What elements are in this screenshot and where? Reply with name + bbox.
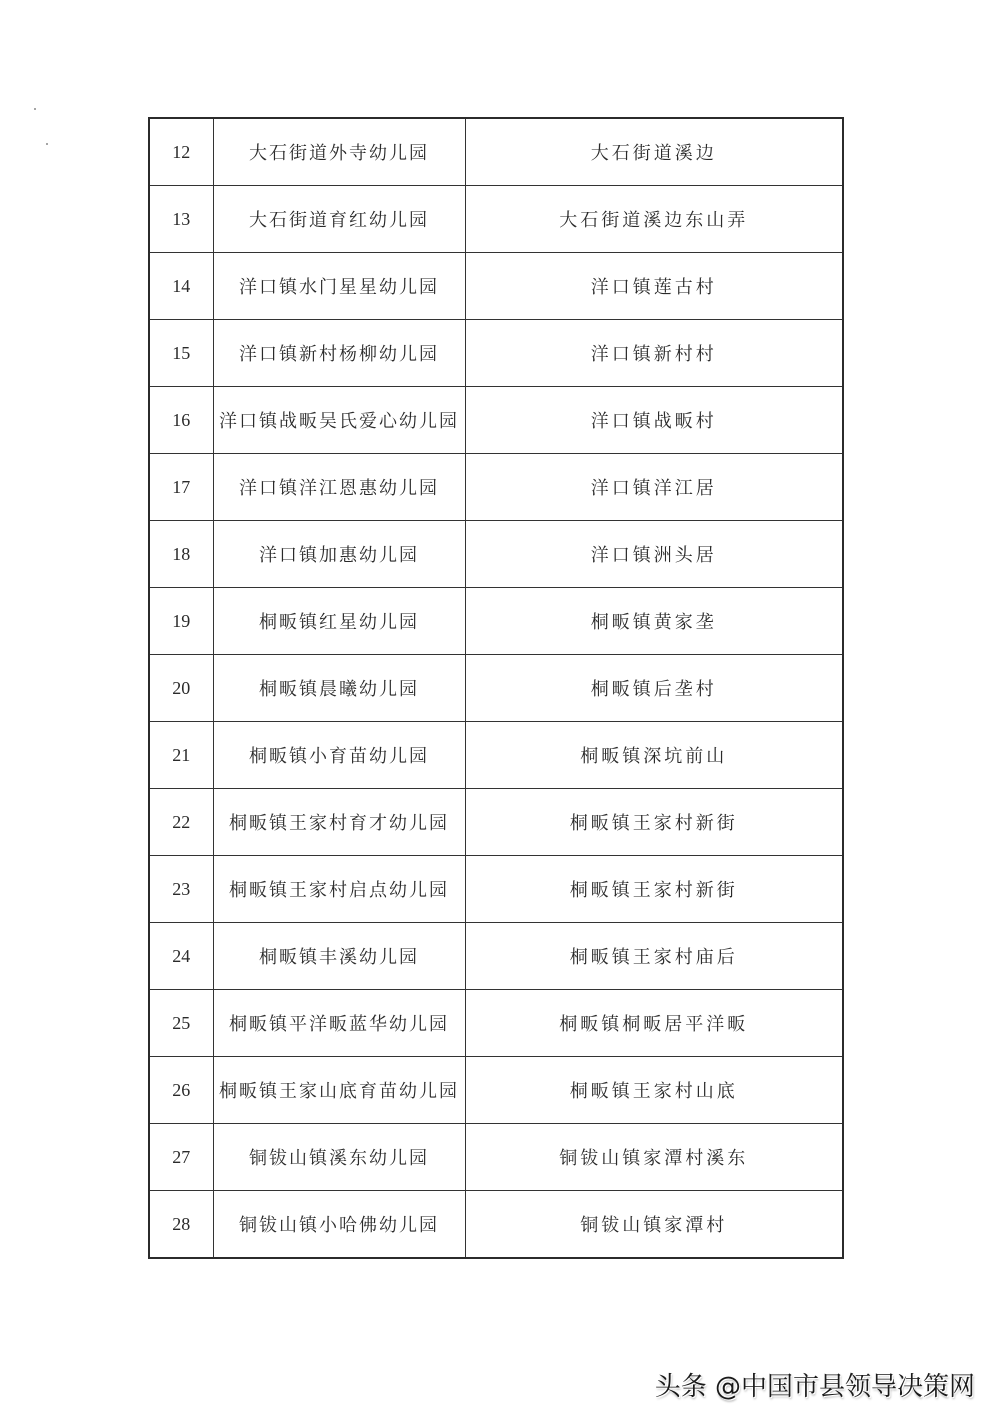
kindergarten-address: 洋口镇洋江居	[465, 454, 843, 521]
table-row	[149, 722, 843, 789]
kindergarten-name: 桐畈镇红星幼儿园	[213, 588, 465, 655]
table-body	[149, 118, 843, 1258]
kindergarten-name: 大石街道外寺幼儿园	[213, 118, 465, 186]
kindergarten-address: 桐畈镇王家村山底	[465, 1057, 843, 1124]
kindergarten-address: 桐畈镇深坑前山	[465, 722, 843, 789]
kindergarten-name: 桐畈镇王家山底育苗幼儿园	[213, 1057, 465, 1124]
kindergarten-table	[148, 117, 844, 1259]
kindergarten-name: 桐畈镇丰溪幼儿园	[213, 923, 465, 990]
table-row	[149, 588, 843, 655]
row-number: 20	[149, 655, 213, 722]
scan-speck	[34, 108, 36, 110]
row-number: 16	[149, 387, 213, 454]
kindergarten-address: 铜钹山镇家潭村溪东	[465, 1124, 843, 1191]
kindergarten-address: 大石街道溪边东山弄	[465, 186, 843, 253]
row-number: 23	[149, 856, 213, 923]
kindergarten-name: 桐畈镇王家村启点幼儿园	[213, 856, 465, 923]
kindergarten-name: 铜钹山镇溪东幼儿园	[213, 1124, 465, 1191]
row-number: 27	[149, 1124, 213, 1191]
table-row	[149, 454, 843, 521]
kindergarten-address: 大石街道溪边	[465, 118, 843, 186]
table-row	[149, 856, 843, 923]
table-row	[149, 1124, 843, 1191]
kindergarten-address: 洋口镇战畈村	[465, 387, 843, 454]
kindergarten-address: 铜钹山镇家潭村	[465, 1191, 843, 1259]
row-number: 24	[149, 923, 213, 990]
row-number: 26	[149, 1057, 213, 1124]
row-number: 17	[149, 454, 213, 521]
kindergarten-name: 桐畈镇晨曦幼儿园	[213, 655, 465, 722]
table-row	[149, 789, 843, 856]
kindergarten-name: 桐畈镇王家村育才幼儿园	[213, 789, 465, 856]
kindergarten-name: 洋口镇加惠幼儿园	[213, 521, 465, 588]
row-number: 12	[149, 118, 213, 186]
kindergarten-address: 洋口镇洲头居	[465, 521, 843, 588]
kindergarten-address: 桐畈镇后垄村	[465, 655, 843, 722]
kindergarten-address: 桐畈镇王家村新街	[465, 856, 843, 923]
kindergarten-address: 桐畈镇王家村庙后	[465, 923, 843, 990]
kindergarten-address: 洋口镇新村村	[465, 320, 843, 387]
kindergarten-name: 铜钹山镇小哈佛幼儿园	[213, 1191, 465, 1259]
kindergarten-name: 洋口镇战畈吴氏爱心幼儿园	[213, 387, 465, 454]
table-row	[149, 1057, 843, 1124]
kindergarten-name: 大石街道育红幼儿园	[213, 186, 465, 253]
row-number: 19	[149, 588, 213, 655]
table-row	[149, 655, 843, 722]
table-row	[149, 118, 843, 186]
kindergarten-address: 桐畈镇黄家垄	[465, 588, 843, 655]
kindergarten-address: 洋口镇莲古村	[465, 253, 843, 320]
table-row	[149, 253, 843, 320]
row-number: 25	[149, 990, 213, 1057]
row-number: 22	[149, 789, 213, 856]
kindergarten-name: 桐畈镇小育苗幼儿园	[213, 722, 465, 789]
table-row	[149, 923, 843, 990]
kindergarten-name: 洋口镇新村杨柳幼儿园	[213, 320, 465, 387]
row-number: 14	[149, 253, 213, 320]
kindergarten-name: 洋口镇洋江恩惠幼儿园	[213, 454, 465, 521]
row-number: 28	[149, 1191, 213, 1259]
kindergarten-address: 桐畈镇王家村新街	[465, 789, 843, 856]
table-row	[149, 387, 843, 454]
row-number: 13	[149, 186, 213, 253]
row-number: 15	[149, 320, 213, 387]
table-row	[149, 1191, 843, 1259]
kindergarten-name: 桐畈镇平洋畈蓝华幼儿园	[213, 990, 465, 1057]
table-row	[149, 186, 843, 253]
kindergarten-address: 桐畈镇桐畈居平洋畈	[465, 990, 843, 1057]
source-watermark: 头条 @中国市县领导决策网	[654, 1372, 975, 1402]
kindergarten-name: 洋口镇水门星星幼儿园	[213, 253, 465, 320]
row-number: 18	[149, 521, 213, 588]
scan-speck	[46, 143, 48, 145]
table-row	[149, 990, 843, 1057]
row-number: 21	[149, 722, 213, 789]
table-row	[149, 521, 843, 588]
table-row	[149, 320, 843, 387]
